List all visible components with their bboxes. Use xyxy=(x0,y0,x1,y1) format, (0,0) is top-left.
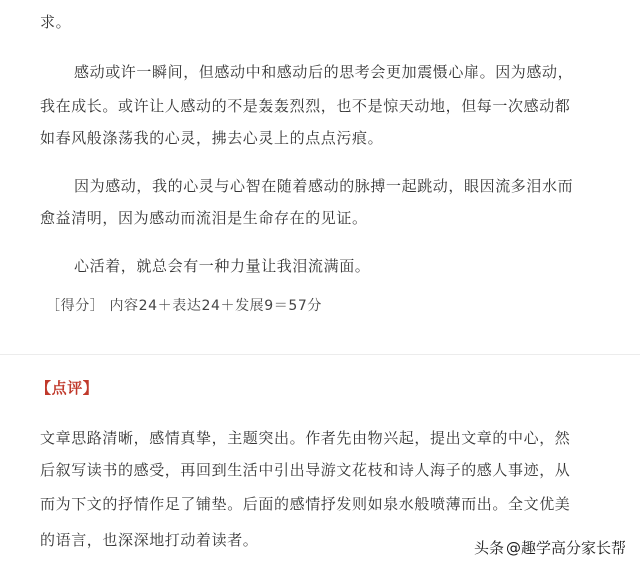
score-line: ［得分］ 内容24＋表达24＋发展9＝57分 xyxy=(46,298,322,314)
watermark-handle: @趣学高分家长帮 xyxy=(505,539,626,557)
essay-line-3: 我在成长。或许让人感动的不是轰轰烈烈，也不是惊天动地，但每一次感动都 xyxy=(40,97,571,115)
essay-line-6: 愈益清明，因为感动而流泪是生命存在的见证。 xyxy=(40,209,368,227)
review-line-3: 而为下文的抒情作足了铺垫。后面的感情抒发则如泉水般喷薄而出。全文优美 xyxy=(40,495,571,513)
review-title: 【点评】 xyxy=(36,379,99,397)
watermark-prefix: 头条 xyxy=(473,539,504,557)
section-divider xyxy=(0,354,640,355)
essay-line-7: 心活着，就总会有一种力量让我泪流满面。 xyxy=(74,257,371,275)
watermark xyxy=(474,537,626,558)
review-line-2: 后叙写读书的感受，再回到生活中引出导游文花枝和诗人海子的感人事迹，从 xyxy=(40,461,571,479)
essay-line-5: 因为感动，我的心灵与心智在随着感动的脉搏一起跳动，眼因流多泪水而 xyxy=(74,177,574,195)
essay-line-4: 如春风般涤荡我的心灵，拂去心灵上的点点污痕。 xyxy=(40,129,384,147)
essay-line-1: 求。 xyxy=(40,13,72,31)
review-line-1: 文章思路清晰，感情真挚，主题突出。作者先由物兴起，提出文章的中心，然 xyxy=(40,429,571,447)
essay-line-2: 感动或许一瞬间，但感动中和感动后的思考会更加震慑心扉。因为感动， xyxy=(74,63,574,81)
review-line-4: 的语言，也深深地打动着读者。 xyxy=(40,531,259,549)
